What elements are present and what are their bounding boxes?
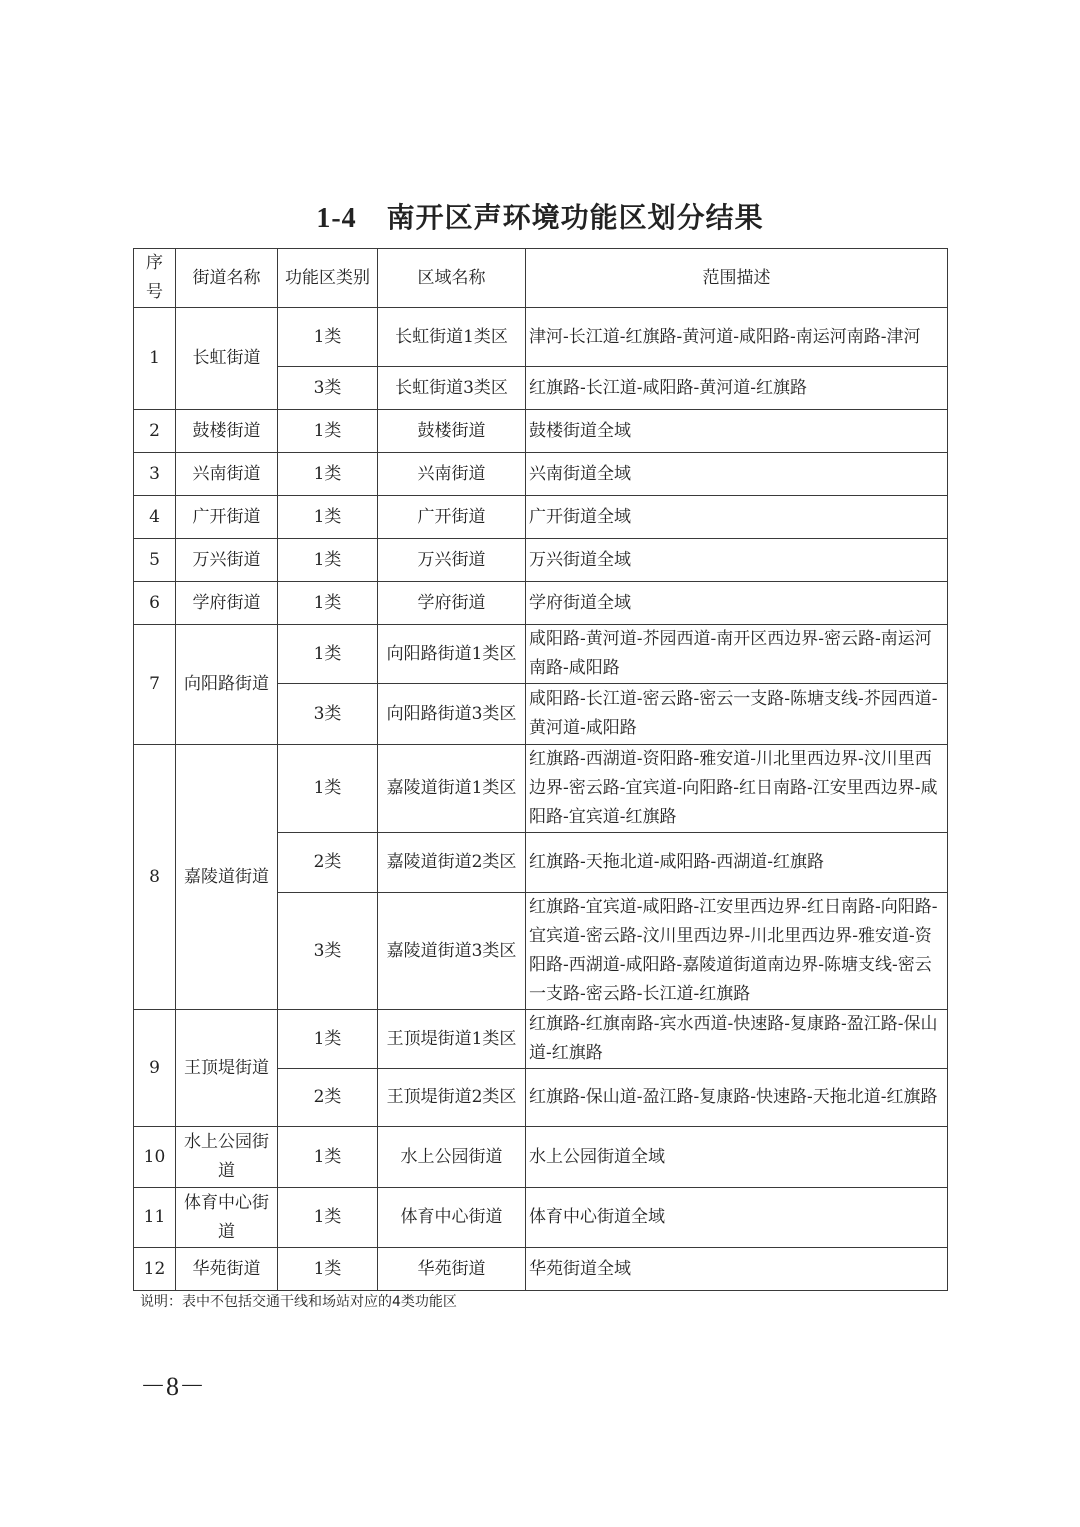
cell-seq: 1 [134, 308, 176, 410]
cell-area: 学府街道 [378, 582, 526, 625]
cell-street: 长虹街道 [176, 308, 278, 410]
cell-street: 嘉陵道街道 [176, 745, 278, 1010]
cell-seq: 5 [134, 539, 176, 582]
cell-class: 1类 [278, 453, 378, 496]
cell-area: 水上公园街道 [378, 1127, 526, 1188]
cell-street: 水上公园街道 [176, 1127, 278, 1188]
cell-seq: 2 [134, 410, 176, 453]
page-title [0, 196, 1080, 236]
cell-street: 王顶堤街道 [176, 1010, 278, 1127]
cell-area: 万兴街道 [378, 539, 526, 582]
cell-area: 体育中心街道 [378, 1188, 526, 1248]
cell-desc: 红旗路-西湖道-资阳路-雅安道-川北里西边界-汶川里西边界-密云路-宜宾道-向阳路-红日南路-江安里西边界-咸阳路-宜宾道-红旗路 [526, 745, 948, 833]
cell-desc: 学府街道全域 [526, 582, 948, 625]
cell-seq: 7 [134, 625, 176, 745]
cell-street: 华苑街道 [176, 1248, 278, 1291]
cell-desc: 万兴街道全域 [526, 539, 948, 582]
page-number: －8－ [140, 1372, 206, 1401]
cell-class: 3类 [278, 367, 378, 410]
cell-class: 1类 [278, 539, 378, 582]
cell-area: 嘉陵道街道3类区 [378, 893, 526, 1010]
cell-desc: 广开街道全域 [526, 496, 948, 539]
cell-desc: 华苑街道全域 [526, 1248, 948, 1291]
cell-area: 华苑街道 [378, 1248, 526, 1291]
table-number: 1-4 [316, 203, 357, 234]
table-title-text: 南开区声环境功能区划分结果 [386, 201, 764, 234]
cell-desc: 红旗路-宜宾道-咸阳路-江安里西边界-红日南路-向阳路-宜宾道-密云路-汶川里西边界-川北里西边界-雅安道-资阳路-西湖道-咸阳路-嘉陵道街道南边界-陈塘支线-密云一支路-密云路-长江道-红旗路 [526, 893, 948, 1010]
table-row [134, 745, 948, 833]
cell-class: 3类 [278, 893, 378, 1010]
header-area: 区域名称 [378, 249, 526, 308]
cell-area: 兴南街道 [378, 453, 526, 496]
table-header-row [134, 249, 948, 308]
table-row [134, 1010, 948, 1069]
cell-class: 1类 [278, 308, 378, 367]
cell-street: 鼓楼街道 [176, 410, 278, 453]
cell-seq: 3 [134, 453, 176, 496]
header-desc: 范围描述 [526, 249, 948, 308]
table-row [134, 539, 948, 582]
cell-seq: 10 [134, 1127, 176, 1188]
table-note: 说明：表中不包括交通干线和场站对应的4类功能区 [140, 1294, 457, 1310]
cell-street: 体育中心街道 [176, 1188, 278, 1248]
cell-class: 1类 [278, 410, 378, 453]
table-body [134, 308, 948, 1291]
cell-desc: 津河-长江道-红旗路-黄河道-咸阳路-南运河南路-津河 [526, 308, 948, 367]
cell-area: 长虹街道3类区 [378, 367, 526, 410]
cell-area: 嘉陵道街道1类区 [378, 745, 526, 833]
cell-class: 1类 [278, 625, 378, 684]
cell-seq: 6 [134, 582, 176, 625]
cell-class: 2类 [278, 1069, 378, 1127]
table-row [134, 1188, 948, 1248]
cell-area: 嘉陵道街道2类区 [378, 833, 526, 893]
cell-class: 1类 [278, 496, 378, 539]
cell-desc: 咸阳路-长江道-密云路-密云一支路-陈塘支线-芥园西道-黄河道-咸阳路 [526, 684, 948, 745]
cell-street: 兴南街道 [176, 453, 278, 496]
cell-street: 万兴街道 [176, 539, 278, 582]
cell-desc: 水上公园街道全域 [526, 1127, 948, 1188]
cell-area: 广开街道 [378, 496, 526, 539]
cell-class: 2类 [278, 833, 378, 893]
cell-area: 王顶堤街道2类区 [378, 1069, 526, 1127]
cell-area: 鼓楼街道 [378, 410, 526, 453]
cell-area: 王顶堤街道1类区 [378, 1010, 526, 1069]
header-seq: 序号 [134, 249, 176, 308]
cell-desc: 红旗路-长江道-咸阳路-黄河道-红旗路 [526, 367, 948, 410]
cell-desc: 红旗路-保山道-盈江路-复康路-快速路-天拖北道-红旗路 [526, 1069, 948, 1127]
cell-seq: 9 [134, 1010, 176, 1127]
cell-class: 1类 [278, 1188, 378, 1248]
cell-seq: 12 [134, 1248, 176, 1291]
cell-area: 向阳路街道1类区 [378, 625, 526, 684]
cell-class: 1类 [278, 1127, 378, 1188]
cell-desc: 红旗路-红旗南路-宾水西道-快速路-复康路-盈江路-保山道-红旗路 [526, 1010, 948, 1069]
cell-area: 长虹街道1类区 [378, 308, 526, 367]
cell-desc: 红旗路-天拖北道-咸阳路-西湖道-红旗路 [526, 833, 948, 893]
table-row [134, 1248, 948, 1291]
zoning-table [133, 248, 948, 1291]
table-row [134, 496, 948, 539]
cell-seq: 8 [134, 745, 176, 1010]
table-row [134, 453, 948, 496]
table-row [134, 625, 948, 684]
cell-street: 向阳路街道 [176, 625, 278, 745]
cell-class: 1类 [278, 1010, 378, 1069]
cell-seq: 4 [134, 496, 176, 539]
table-row [134, 308, 948, 367]
cell-class: 1类 [278, 582, 378, 625]
table-row [134, 582, 948, 625]
cell-area: 向阳路街道3类区 [378, 684, 526, 745]
cell-seq: 11 [134, 1188, 176, 1248]
cell-desc: 体育中心街道全域 [526, 1188, 948, 1248]
cell-desc: 咸阳路-黄河道-芥园西道-南开区西边界-密云路-南运河南路-咸阳路 [526, 625, 948, 684]
cell-class: 1类 [278, 1248, 378, 1291]
cell-street: 学府街道 [176, 582, 278, 625]
cell-class: 1类 [278, 745, 378, 833]
header-class: 功能区类别 [278, 249, 378, 308]
table-row [134, 1127, 948, 1188]
header-street: 街道名称 [176, 249, 278, 308]
cell-street: 广开街道 [176, 496, 278, 539]
table-row [134, 410, 948, 453]
cell-desc: 鼓楼街道全域 [526, 410, 948, 453]
cell-class: 3类 [278, 684, 378, 745]
cell-desc: 兴南街道全域 [526, 453, 948, 496]
